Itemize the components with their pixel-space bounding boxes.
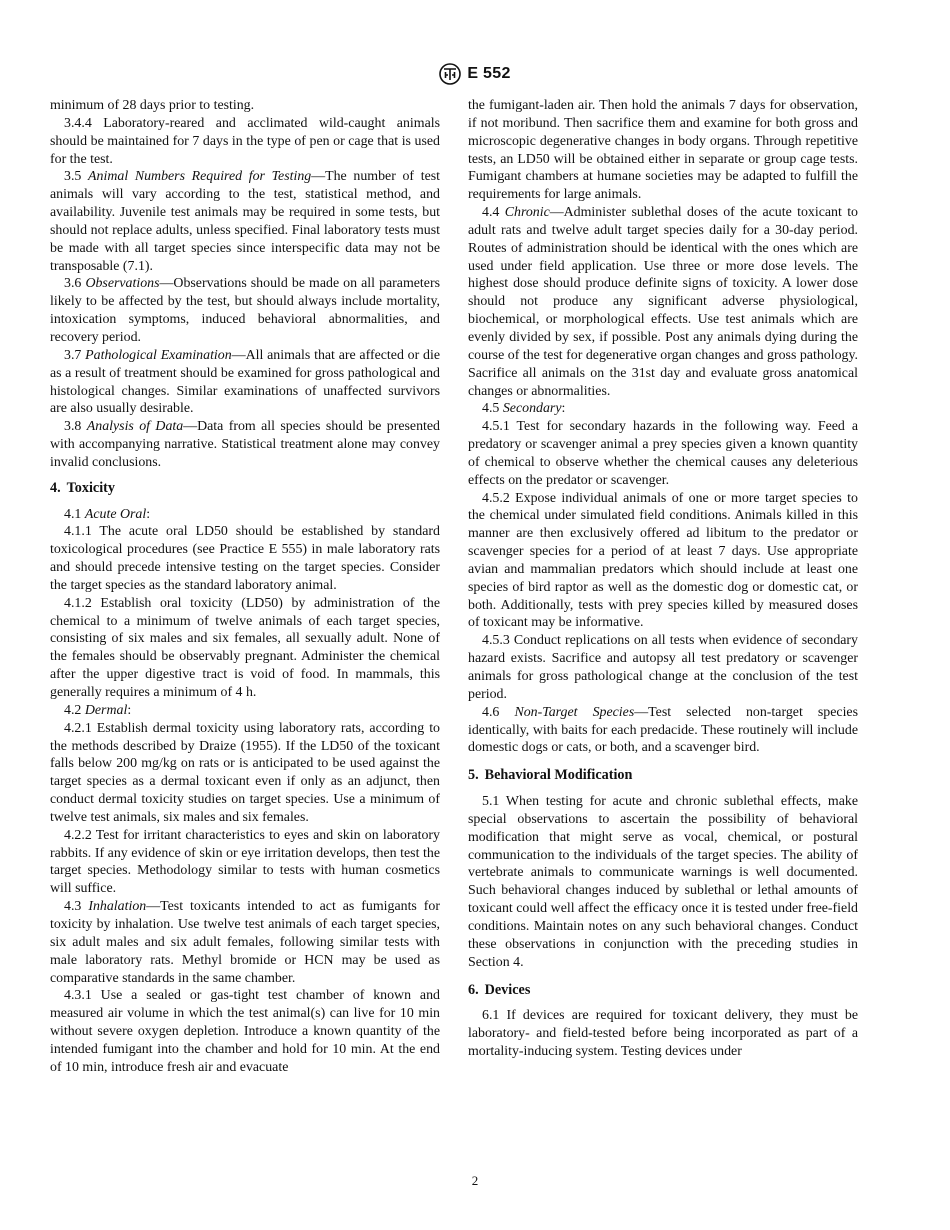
section-heading-devices	[468, 982, 858, 1000]
paragraph-4-6	[468, 704, 858, 758]
section-number: 3.8	[64, 419, 82, 435]
section-body: —Data from all species should be presented with accompanying narrative. Statistical treatment alone may convey invalid conclusions.	[50, 419, 440, 470]
section-number: 3.6	[64, 276, 82, 292]
section-number: 3.5	[64, 169, 82, 185]
section-title: Pathological Examination	[85, 347, 232, 363]
astm-logo-icon	[439, 63, 461, 85]
paragraph: minimum of 28 days prior to testing.	[50, 98, 255, 113]
paragraph-3-7	[50, 347, 440, 418]
paragraph-3-6	[50, 275, 440, 346]
paragraph-4-2	[50, 702, 440, 720]
paragraph-4-5-2: 4.5.2 Expose individual animals of one or more target species to the chemical under simulated field conditions. Animals killed in this manner are then exclusively offered ad libitum to the predator or scavenger species for a period of at least 7 days. Use appropriate avian and mammalian predators which should include at least one species of bird raptor as well as the domestic dog or domestic cat, or both. Additionally, tests with prey species killed by measured doses of toxicant may be informative.	[468, 490, 858, 631]
paragraph-4-1	[50, 506, 440, 524]
section-body: :	[561, 401, 566, 417]
paragraph-4-2-2: 4.2.2 Test for irritant characteristics to eyes and skin on laboratory rabbits. If any evidence of skin or eye irritation develops, then test the target species. Methodology similar to tests with human cosmetics will suffice.	[50, 827, 440, 897]
section-body: —The number of test animals will vary according to the test, statistical method, and availability. Juvenile test animals may be required in some tests, but should not replace adults, unless specified. Final laboratory tests must be made with all target species since interspecific data may not be transposable (7.1).	[50, 169, 440, 274]
section-heading-behavioral-modification	[468, 767, 858, 785]
section-title: Acute Oral	[84, 506, 147, 522]
left-column	[50, 97, 440, 1077]
right-column	[468, 97, 858, 1061]
section-number: 4.5	[482, 401, 500, 417]
section-number: 4.2	[64, 702, 82, 718]
section-title: Analysis of Data	[86, 419, 184, 435]
paragraph-4-5-3: 4.5.3 Conduct replications on all tests when evidence of secondary hazard exists. Sacrifice and autopsy all test predatory or scavenger animals for gross pathological change at the conclusion of the test period.	[468, 633, 858, 702]
paragraph-3-8	[50, 418, 440, 472]
section-body: —Administer sublethal doses of the acute toxicant to adult rats and twelve adult target species daily for a 30-day period. Routes of administration should be identical with the ones which are used under field application. Use three or more dose levels. The highest dose should produce definite signs of toxicity. A lower dose should not produce any significant adverse physiological, biochemical, or morphological effects. Use test animals which are evenly divided by sex, if possible. Post any animals dying during the course of the test for degenerative organ changes and gross pathology. Sacrifice all animals on the 31st day and evaluate gross anatomical changes or abnormalities.	[468, 205, 858, 399]
section-title: Inhalation	[88, 899, 147, 915]
paragraph-4-3	[50, 898, 440, 987]
paragraph: the fumigant-laden air. Then hold the animals 7 days for observation, if not moribund. Then sacrifice them and examine for both gross and microscopic degenerative changes in body organs. Through repetitive tests, an LD50 will be obtained either in separate or group cage tests. Fumigant chambers at humane societies may be adapted to fulfill the requirements for large animals.	[468, 98, 858, 203]
heading-number: 6.	[468, 981, 479, 998]
standard-designation: E 552	[467, 65, 511, 82]
section-body: —All animals that are affected or die as a result of treatment should be examined for gross pathological and histological changes. Similar examinations of unaffected survivors are also usually desirable.	[50, 347, 440, 417]
section-heading-toxicity	[50, 480, 440, 498]
section-title: Animal Numbers Required for Testing	[88, 169, 312, 185]
section-body: :	[146, 506, 151, 522]
paragraph-4-5-1: 4.5.1 Test for secondary hazards in the following way. Feed a predatory or scavenger animal a prey species given a known quantity of chemical to observe whether the chemical causes any deleterious effects on the predator or scavenger.	[468, 419, 858, 488]
section-title: Secondary	[502, 401, 562, 417]
paragraph-4-3-1: 4.3.1 Use a sealed or gas-tight test chamber of known and measured air volume in which the test animal(s) can live for 10 min without severe oxygen depletion. Introduce a known quantity of the intended fumigant into the chamber and hold for 10 min. At the end of 10 min, introduce fresh air and evacuate	[50, 988, 440, 1075]
section-title: Observations	[85, 276, 160, 292]
section-number: 4.1	[64, 506, 82, 522]
page-header	[0, 62, 950, 86]
section-body: :	[127, 702, 132, 718]
paragraph-4-2-1: 4.2.1 Establish dermal toxicity using laboratory rats, according to the methods described by Draize (1955). If the LD50 of the toxicant falls below 200 mg/kg on rats or is anticipated to be used against the target species as a dermal toxicant even if only as an adjunct, then conduct dermal toxicity studies on target species. Use a minimum of twelve test animals, six males and six females.	[50, 720, 440, 825]
section-title: Dermal	[84, 702, 128, 718]
section-number: 4.6	[482, 704, 500, 720]
paragraph-4-4	[468, 204, 858, 400]
paragraph-4-5	[468, 400, 858, 418]
section-number: 3.7	[64, 347, 82, 363]
paragraph-3-4-4: 3.4.4 Laboratory-reared and acclimated wild-caught animals should be maintained for 7 days in the type of pen or cage that is used for the test.	[50, 115, 440, 167]
paragraph-4-1-2: 4.1.2 Establish oral toxicity (LD50) by administration of the chemical to a minimum of twelve animals of each target species, consisting of six males and six females, all sexually adult. None of the females should be observably pregnant. Administer the chemical after the upper digestive tract is void of food. In mammals, this generally requires a minimum of 4 h.	[50, 595, 440, 700]
section-title: Chronic	[504, 205, 550, 221]
heading-number: 4.	[50, 479, 61, 496]
heading-number: 5.	[468, 767, 479, 784]
heading-title: Behavioral Modification	[484, 767, 633, 784]
paragraph-3-5	[50, 168, 440, 275]
section-body: —Test toxicants intended to act as fumigants for toxicity by inhalation. Use twelve test animals of each target species, six adult males and six adult females, following similar tests with male laboratory rats. Methyl bromide or HCN may be used as comparative standards in the same chamber.	[50, 899, 440, 986]
paragraph-4-1-1: 4.1.1 The acute oral LD50 should be established by standard toxicological procedures (see Practice E 555) in male laboratory rats and should precede intensive testing on the target species. Consider the target species as the standard laboratory animal.	[50, 524, 440, 593]
section-number: 4.3	[64, 899, 82, 915]
page-number: 2	[471, 1173, 479, 1188]
section-number: 4.4	[482, 205, 500, 221]
paragraph-5-1: 5.1 When testing for acute and chronic sublethal effects, make special observations to ascertain the possibility of behavioral modification that might serve as vocal, chemical, or postural communication to the individuals of the target species. The ability of vertebrate animals to communicate warnings is well documented. Such behavioral changes induced by sublethal or lethal amounts of toxicant could well affect the efficacy once it is tested under free-field conditions. Maintain notes on any such behavioral changes. Conduct these observations in conjunction with the preceding studies in Section 4.	[468, 794, 858, 970]
heading-title: Devices	[484, 981, 531, 998]
section-body: —Observations should be made on all parameters likely to be affected by the test, but should always include mortality, intoxication symptoms, induced behavioral abnormalities, and recovery period.	[50, 276, 440, 345]
paragraph-6-1: 6.1 If devices are required for toxicant delivery, they must be laboratory- and field-tested before being incorporated as part of a mortality-inducing system. Testing devices under	[468, 1008, 858, 1060]
section-body: —Test selected non-target species identically, with baits for each predacide. These routinely will include domestic dogs or cats, or both, and a scavenger bird.	[468, 704, 858, 756]
section-title: Non-Target Species	[514, 704, 635, 720]
heading-title: Toxicity	[66, 479, 115, 496]
